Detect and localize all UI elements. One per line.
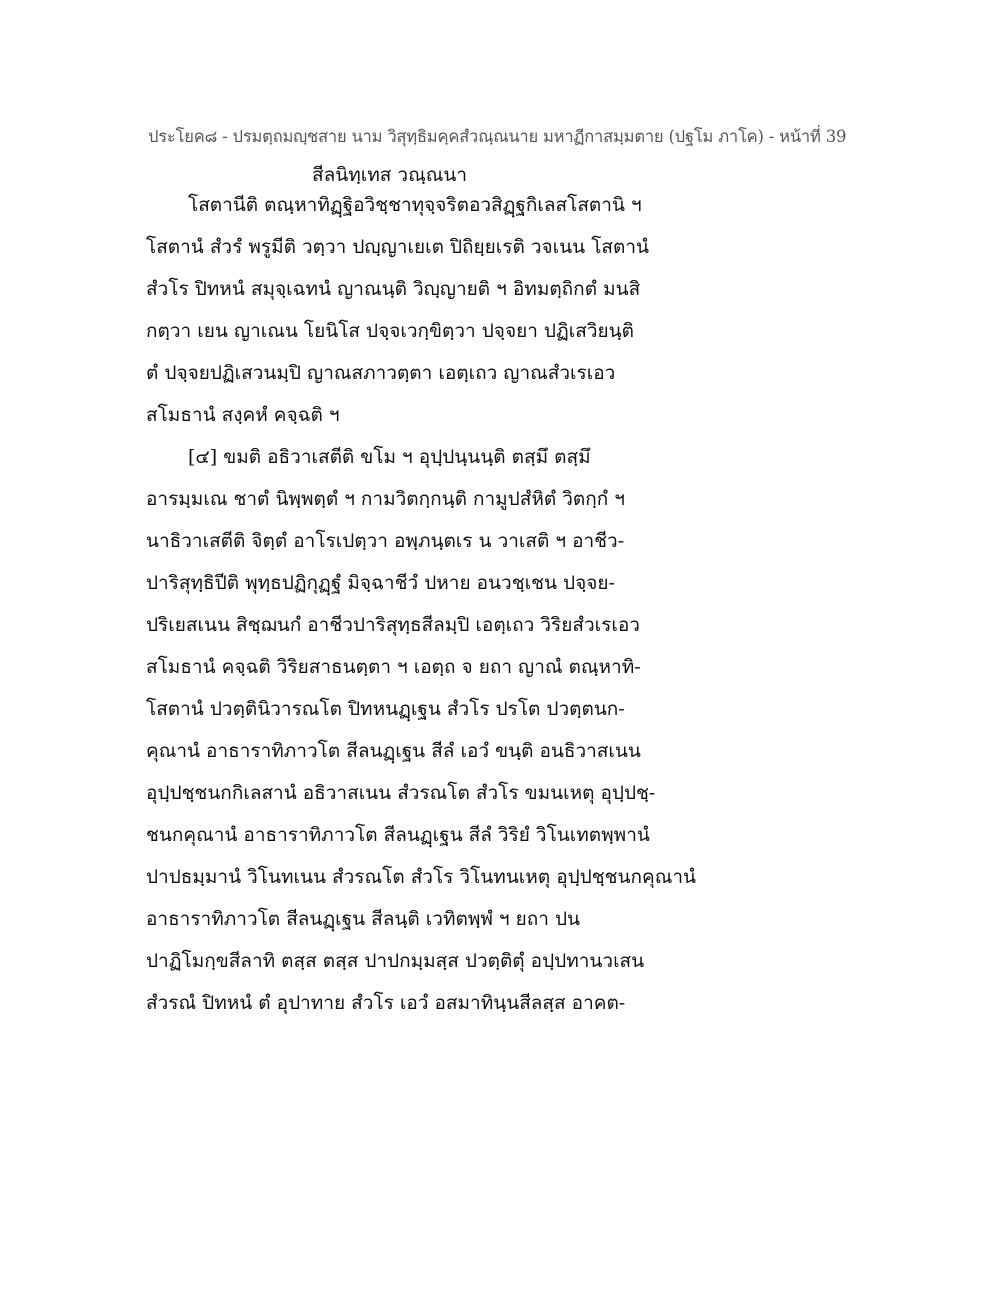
text-line: โสตานีติ ตณฺหาทิฏฺฐิอวิชฺชาทุจฺจริตอวสิฏฺฐกิเลสโสตานิ ฯ	[188, 194, 642, 216]
text-line: ตํ ปจฺจยปฏิเสวนมฺปิ ญาณสภาวตฺตา เอตฺเถว ญาณสํวเรเอว	[146, 362, 616, 384]
text-line: สํวรณํ ปิทหนํ ตํ อุปาทาย สํวโร เอวํ อสมาทินฺนสีลสฺส อาคต-	[146, 992, 626, 1014]
text-line: โสตานํ ปวตฺตินิวารณโต ปิทหนฏฺเฐน สํวโร ปรโต ปวตฺตนก-	[146, 698, 625, 720]
text-line: ปาฏิโมกฺขสีลาทิ ตสฺส ตสฺส ปาปกมฺมสฺส ปวตฺติตุํ อปฺปทานวเสน	[146, 950, 645, 972]
text-line: อุปฺปชฺชนกกิเลสานํ อธิวาสเนน สํวรณโต สํวโร ขมนเหตุ อุปฺปชฺ-	[146, 782, 656, 804]
text-line: นาธิวาเสตีติ จิตฺตํ อาโรเปตฺวา อพฺภนฺตเร น วาเสติ ฯ อาชีว-	[146, 530, 625, 552]
text-line: ปริเยสเนน สิชฺฌนกํ อาชีวปาริสุทฺธสีลมฺปิ เอตฺเถว วิริยสํวเรเอว	[146, 614, 640, 636]
text-line: คุณานํ อาธาราทิภาวโต สีลนฏฺเฐน สีลํ เอวํ ขนฺติ อนธิวาสเนน	[146, 740, 641, 762]
text-line: อาธาราทิภาวโต สีลนฏฺเฐน สีลนฺติ เวทิตพฺพํ ฯ ยถา ปน	[146, 908, 581, 930]
text-line: อารมฺมเณ ชาตํ นิพฺพตฺตํ ฯ กามวิตกฺกนฺติ กามูปสํหิตํ วิตกฺกํ ฯ	[146, 488, 625, 510]
text-line: สโมธานํ สงฺคหํ คจฺฉติ ฯ	[146, 404, 340, 426]
text-line: สโมธานํ คจฺฉติ วิริยสาธนตฺตา ฯ เอตฺถ จ ยถา ญาณํ ตณฺหาทิ-	[146, 656, 641, 678]
text-line: โสตานํ สํวรํ พรูมีติ วตฺวา ปญฺญาเยเต ปิถิยฺยเรติ วจเนน โสตานํ	[146, 236, 649, 258]
text-line: [๔] ขมติ อธิวาเสตีติ ขโม ฯ อุปฺปนฺนนฺติ ตสฺมึ ตสฺมึ	[188, 446, 591, 468]
running-header: ประโยค๘ - ปรมตฺถมญฺชสาย นาม วิสุทฺธิมคฺคสํวณฺณนาย มหาฏีกาสมฺมตาย (ปฐโม ภาโค) - หน้าที่ 39	[148, 127, 847, 146]
text-line: ปาปธมฺมานํ วิโนทเนน สํวรณโต สํวโร วิโนทนเหตุ อุปฺปชฺชนกคุณานํ	[146, 866, 697, 888]
text-line: สํวโร ปิทหนํ สมุจฺเฉทนํ ญาณนฺติ วิญฺญายติ ฯ อิทมตฺถิกตํ มนสิ	[146, 278, 641, 300]
text-line: กตฺวา เยน ญาเณน โยนิโส ปจฺจเวกฺขิตฺวา ปจฺจยา ปฏิเสวิยนฺติ	[146, 320, 634, 342]
text-line: ปาริสุทฺธิปีติ พุทฺธปฏิกุฏฺฐํ มิจฺฉาชีวํ ปหาย อนวชฺเชน ปจฺจย-	[146, 572, 615, 594]
section-title: สีลนิทฺเทส วณฺณนา	[312, 164, 467, 186]
text-line: ชนกคุณานํ อาธาราทิภาวโต สีลนฏฺเฐน สีลํ วิริยํ วิโนเทตพฺพานํ	[146, 824, 650, 846]
